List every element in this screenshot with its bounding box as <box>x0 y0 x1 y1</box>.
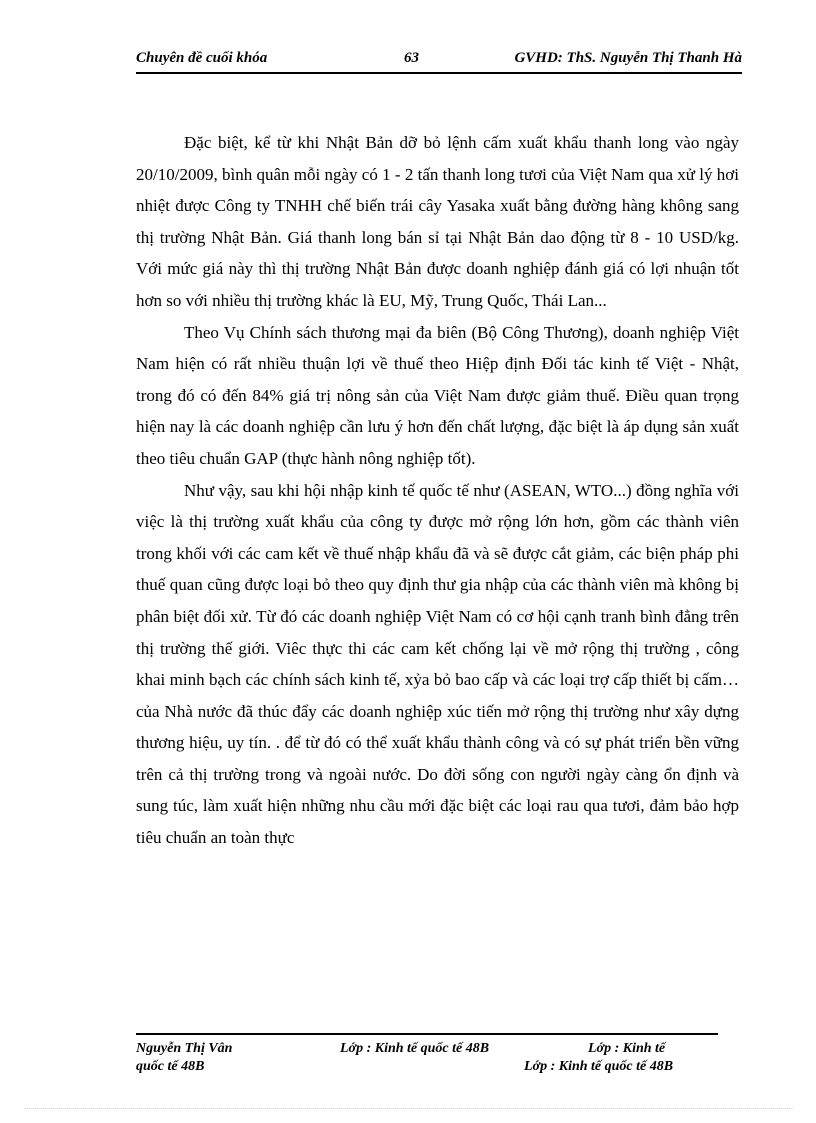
paragraph: Theo Vụ Chính sách thương mại đa biên (Bộ Công Thương), doanh nghiệp Việt Nam hiện có rất nhiều thuận lợi về thuế theo Hiệp định Đối tác kinh tế Việt - Nhật, trong đó có đến 84% giá trị nông sản của Việt Nam được giảm thuế. Điều quan trọng hiện nay là các doanh nghiệp cần lưu ý hơn đến chất lượng, đặc biệt là áp dụng sản xuất theo tiêu chuẩn GAP (thực hành nông nghiệp tốt). <box>136 322 739 468</box>
paragraph: Như vậy, sau khi hội nhập kinh tế quốc tế như (ASEAN, WTO...) đồng nghĩa với việc là thị trường xuất khẩu của công ty được mở rộng lớn hơn, gồm các thành viên trong khối với các cam kết về thuế nhập khẩu đã và sẽ được cắt giảm, các biện pháp phi thuế quan cũng được loại bỏ theo quy định thư gia nhập của các thành viên mà không bị phân biệt đối xử. Từ đó các doanh nghiệp Việt Nam có cơ hội cạnh tranh bình đẳng trên thị trường thế giới. Viêc thực thi các cam kết chống lại về mở rộng thị trường , công khai minh bạch các chính sách kinh tế, xỷa bỏ bao cấp và các loại trợ cấp thiết bị cấm…của Nhà nước đã thúc đẩy các doanh nghiệp xúc tiến mở rộng thị trường như xây dựng thương hiệu, uy tín. . để từ đó có thể xuất khẩu thành công và có sự phát triển bền vững trên cả thị trường trong và ngoài nước. Do đời sống con người ngày càng ổn định và sung túc, làm xuất hiện những nhu cầu mới đặc biệt các loại rau qua tươi, đảm bảo hợp tiêu chuẩn an toàn thực <box>136 480 739 848</box>
page-number: 63 <box>404 50 419 66</box>
footer-author: Nguyễn Thị Vân <box>136 1041 233 1056</box>
document-body <box>136 127 739 854</box>
header-supervisor: GVHD: ThS. Nguyễn Thị Thanh Hà <box>514 50 742 66</box>
footer-author-continued: quốc tế 48B <box>136 1059 205 1074</box>
header-divider <box>136 72 742 74</box>
footer-divider <box>136 1033 718 1035</box>
header-document-type: Chuyên đề cuối khóa <box>136 50 268 66</box>
footer-class-repeat: Lớp : Kinh tế quốc tế 48B <box>524 1059 674 1074</box>
footer-class-right: Lớp : Kinh tế <box>588 1041 666 1056</box>
footer-class: Lớp : Kinh tế quốc tế 48B <box>340 1041 490 1056</box>
page-bottom-dotted-line <box>24 1108 794 1109</box>
paragraph: Đặc biệt, kể từ khi Nhật Bản dỡ bỏ lệnh cấm xuất khẩu thanh long vào ngày 20/10/2009, bình quân mỗi ngày có 1 - 2 tấn thanh long tươi của Việt Nam qua xử lý hơi nhiệt được Công ty TNHH chế biến trái cây Yasaka xuất bằng đường hàng không sang thị trường Nhật Bản. Giá thanh long bán sỉ tại Nhật Bản dao động từ 8 - 10 USD/kg. Với mức giá này thì thị trường Nhật Bản được doanh nghiệp đánh giá có lợi nhuận tốt hơn so với nhiều thị trường khác là EU, Mỹ, Trung Quốc, Thái Lan... <box>136 133 739 310</box>
page-header <box>136 48 742 72</box>
